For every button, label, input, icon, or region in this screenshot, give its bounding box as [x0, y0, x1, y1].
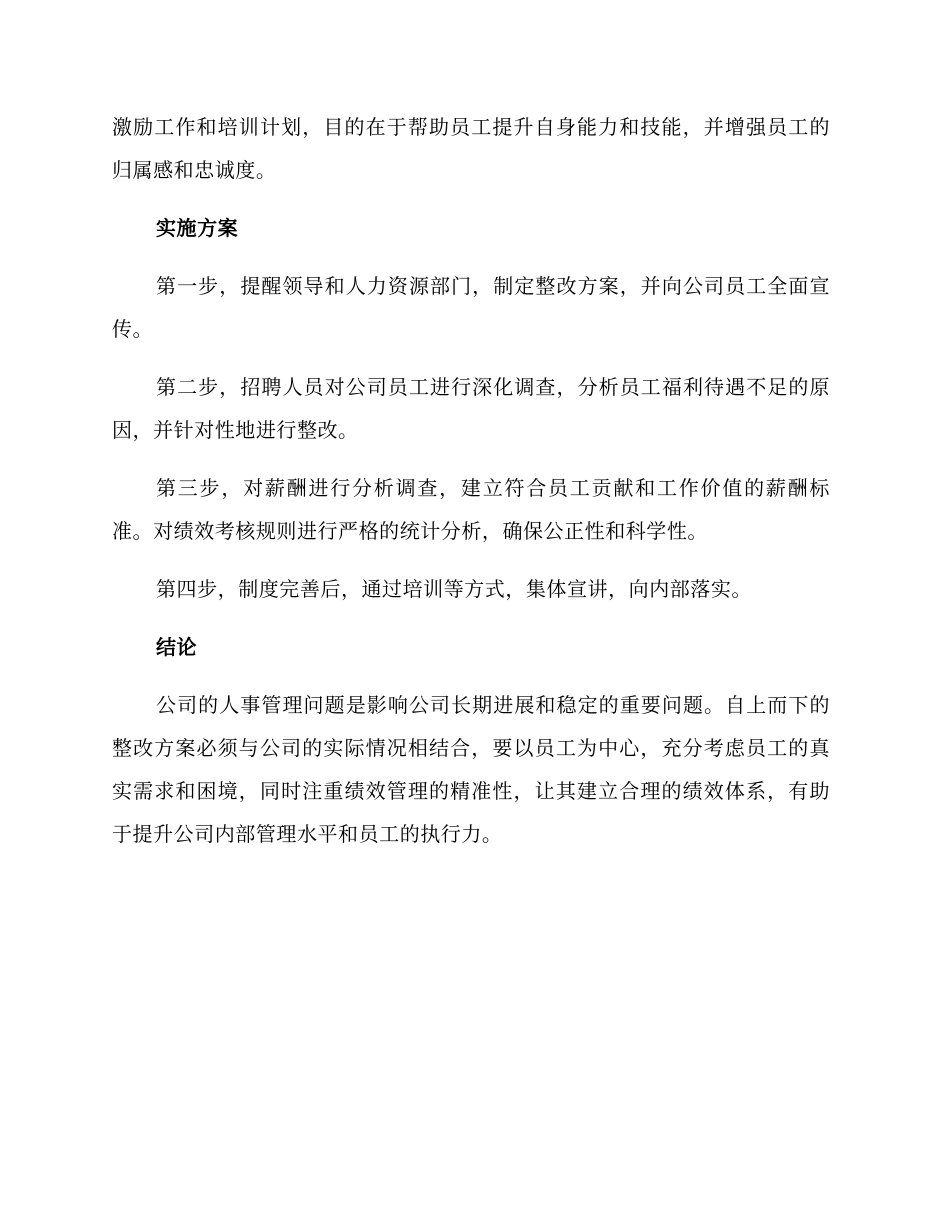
section-heading-conclusion: 结论 [156, 635, 198, 659]
paragraph-step-four: 第四步，制度完善后，通过培训等方式，集体宣讲，向内部落实。 [156, 577, 752, 601]
paragraph-step-three: 第三步，对薪酬进行分析调查，建立符合员工贡献和工作价值的薪酬标准。对绩效考核规则进行严格的统计分析，确保公正性和科学性。 [112, 476, 830, 543]
paragraph-conclusion: 公司的人事管理问题是影响公司长期进展和稳定的重要问题。自上而下的整改方案必须与公司的实际情况相结合，要以员工为中心，充分考虑员工的真实需求和困境，同时注重绩效管理的精准性，让其建立合理的绩效体系，有助于提升公司内部管理水平和员工的执行力。 [112, 693, 830, 846]
document-page [112, 106, 830, 856]
section-heading-implementation: 实施方案 [156, 216, 239, 240]
paragraph-step-one: 第一步，提醒领导和人力资源部门，制定整改方案，并向公司员工全面宣传。 [112, 274, 830, 341]
spacer [112, 553, 830, 568]
paragraph-step-two: 第二步，招聘人员对公司员工进行深化调查，分析员工福利待遇不足的原因，并针对性地进行整改。 [112, 375, 830, 442]
spacer [112, 192, 830, 207]
spacer [112, 452, 830, 467]
spacer [112, 611, 830, 626]
spacer [112, 250, 830, 265]
spacer [112, 669, 830, 684]
paragraph-intro-continued: 激励工作和培训计划，目的在于帮助员工提升自身能力和技能，并增强员工的归属感和忠诚度。 [112, 115, 830, 182]
spacer [112, 351, 830, 366]
